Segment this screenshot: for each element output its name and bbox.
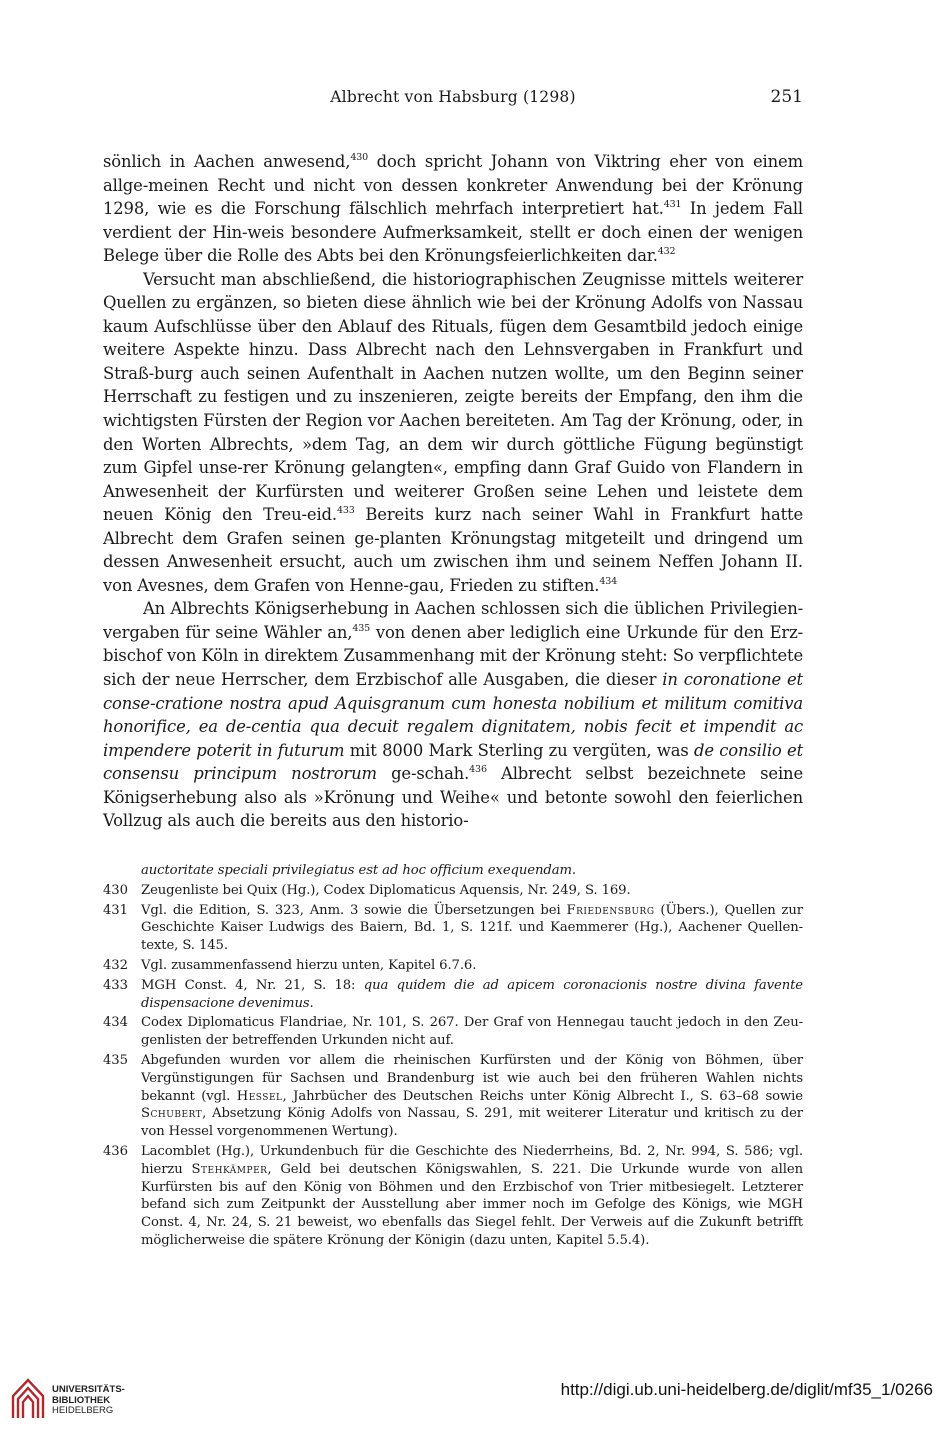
footnote-ref-433[interactable]: 433 xyxy=(336,505,355,517)
footnote-ref-436[interactable]: 436 xyxy=(469,764,487,776)
footnote-text: Codex Diplomaticus Flandriae, Nr. 101, S. 267. Der Graf von Hennegau taucht jedoch in den Zeu-genlisten der betreffenden Urkunden nicht auf. xyxy=(141,1015,803,1049)
text-span: Vgl. die Edition, S. 323, Anm. 3 sowie die Übersetzungen bei xyxy=(141,902,567,918)
paragraph-2 xyxy=(103,268,803,598)
text-span: Albrecht selbst bezeichnete seine Königserhebung also als »Krönung und Weihe« und betonte sowohl den feierlichen Vollzug als auch die bereits aus den historio- xyxy=(103,764,803,831)
logo-line: UNIVERSITÄTS- xyxy=(52,1384,125,1395)
latin-quote: in coronatione et conse-cratione nostra apud Aquisgranum cum honesta nobilium et militum comitiva honorifice, ea de-centia qua decuit regalem dignitatem, nobis fecit et impendit ac impendere poterit in futurum xyxy=(103,670,803,760)
latin-quote: de consilio et consensu principum nostrorum xyxy=(103,740,804,784)
footnote-text xyxy=(141,1143,803,1250)
text-span: , Geld bei deutschen Königswahlen, S. 221. Die Urkunde wurde von allen Kurfürsten bis auf den König von Böhmen und den Erzbischof von Trier mitbesiegelt. Letzterer befand sich zum Zeitpunkt der Ausstellung aber immer noch im Gefolge des Königs, wie MGH Const. 4, Nr. 24, S. 21 beweist, wo ebenfalls das Siegel fehlt. Der Verweis auf die Zukunft betrifft möglicherweise die spätere Krönung der Königin (dazu unten, Kapitel 5.5.4). xyxy=(141,1161,803,1248)
footnote-ref-431[interactable]: 431 xyxy=(663,199,682,211)
permalink-url[interactable]: http://digi.ub.uni-heidelberg.de/diglit/mf35_1/0266 xyxy=(560,1380,933,1399)
footnote-number: 433 xyxy=(103,977,128,993)
footnote-number: 434 xyxy=(103,1015,128,1031)
footnote-ref-430[interactable]: 430 xyxy=(350,152,368,163)
main-text xyxy=(103,150,803,833)
paragraph-3 xyxy=(103,597,803,832)
footnote-431 xyxy=(103,902,803,955)
footnote-text: Vgl. zusammenfassend hierzu unten, Kapitel 6.7.6. xyxy=(141,957,477,973)
footnote-number: 431 xyxy=(103,902,128,918)
footnote-436 xyxy=(103,1143,803,1250)
footnote-number: 430 xyxy=(103,882,128,898)
footnote-number: 436 xyxy=(103,1143,128,1159)
logo-line: BIBLIOTHEK xyxy=(52,1394,111,1406)
text-span: , Absetzung König Adolfs von Nassau, S. 291, mit weiterer Literatur und kritisch zu der von Hessel vorgenommenen Wertung). xyxy=(141,1106,803,1140)
footnote-433 xyxy=(103,977,803,1013)
text-span: sönlich in Aachen anwesend, xyxy=(103,152,351,171)
footnote-ref-432[interactable]: 432 xyxy=(657,246,676,258)
author-name: Hessel xyxy=(236,1088,283,1104)
page-header xyxy=(103,88,803,112)
footnote-ref-434[interactable]: 434 xyxy=(599,575,618,587)
footnote-430 xyxy=(103,882,803,900)
text-span: In jedem Fall verdient der Hin-weis besondere Aufmerksamkeit, stellt er doch einen der wenigen Belege über die Rolle des Abts bei den Krönungsfeierlichkeiten dar. xyxy=(103,199,804,266)
footnotes xyxy=(103,862,803,1252)
text-span: Bereits kurz nach seiner Wahl in Frankfurt hatte Albrecht dem Grafen seinen ge-planten Krönungstag mitgeteilt und dringend um dessen Anwesenheit ersucht, auch um zwischen ihm und seinem Neffen Johann II. von Avesnes, dem Grafen von Henne-gau, Frieden zu stiften. xyxy=(103,505,803,595)
running-title: Albrecht von Habsburg (1298) xyxy=(330,88,576,106)
footnote-text xyxy=(141,1052,803,1141)
footnote-432 xyxy=(103,957,803,975)
page-number: 251 xyxy=(770,87,803,107)
text-span: An Albrechts Königserhebung in Aachen schlossen sich die üblichen Privilegien-vergaben für seine Wähler an, xyxy=(103,599,803,642)
footnote-435 xyxy=(103,1052,803,1141)
logo-line: HEIDELBERG xyxy=(52,1405,114,1416)
text-span: mit 8000 Mark Sterling zu vergüten, was xyxy=(344,740,694,760)
footnote-continuation: auctoritate speciali privilegiatus est ad hoc officium exequendam. xyxy=(141,863,576,878)
footnote-text: Zeugenliste bei Quix (Hg.), Codex Diplomaticus Aquensis, Nr. 249, S. 169. xyxy=(141,882,631,898)
footnote-text xyxy=(141,977,803,1013)
text-span: Lacomblet (Hg.), Urkundenbuch für die Geschichte des Niederrheins, Bd. 2, Nr. 994, S. 586; vgl. hierzu xyxy=(141,1143,803,1177)
footnote-ref-435[interactable]: 435 xyxy=(352,622,371,634)
library-name xyxy=(52,1385,125,1417)
text-span: ge-schah. xyxy=(376,764,470,784)
author-name: Friedensburg xyxy=(566,902,655,918)
author-name: Stehkämper xyxy=(191,1161,268,1177)
author-name: Schubert xyxy=(141,1106,203,1122)
latin-quote: qua quidem die ad apicem coronacionis nostre divina favente dispensacione devenimus xyxy=(141,977,803,1011)
footnote-number: 435 xyxy=(103,1052,128,1068)
text-span: von denen aber lediglich eine Urkunde für den Erz-bischof von Köln in direktem Zusammenhang mit der Krönung steht: So verpflichtete sich der neue Herrscher, dem Erzbischof alle Ausgaben, die dieser xyxy=(103,622,803,690)
footnote-text xyxy=(141,902,803,955)
text-span: Versucht man abschließend, die historiographischen Zeugnisse mittels weiterer Quellen zu ergänzen, so bieten diese ähnlich wie bei der Krönung Adolfs von Nassau kaum Aufschlüsse über den Ablauf des Rituals, fügen dem Gesamtbild jedoch einige weitere Aspekte hinzu. Dass Albrecht nach den Lehnsvergaben in Frankfurt und Straß-burg auch seinen Aufenthalt in Aachen nutzen wollte, um den Beginn seiner Herrschaft zu festigen und zu inszenieren, zeigte bereits der Empfang, den ihm die wichtigsten Fürsten der Region vor Aachen bereiteten. Am Tag der Krönung, oder, in den Worten Albrechts, »dem Tag, an dem wir durch göttliche Fügung begünstigt zum Gipfel unse-rer Krönung gelangten«, empfing dann Graf Guido von Flandern in Anwesenheit der Kurfürsten und weiterer Großen seine Lehen und leistete dem neuen König den Treu-eid. xyxy=(103,269,803,525)
footnote-434 xyxy=(103,1014,803,1050)
text-span: (Übers.), Quellen zur Geschichte Kaiser Ludwigs des Baiern, Bd. 1, S. 121f. und Kaemmerer (Hg.), Aachener Quellen-texte, S. 145. xyxy=(141,902,804,954)
text-span: doch spricht Johann von Viktring eher von einem allge-meinen Recht und nicht von dessen konkreter Anwendung bei der Krönung 1298, wie es die Forschung fälschlich mehrfach interpretiert hat. xyxy=(103,152,803,219)
text-span: Abgefunden wurden vor allem die rheinischen Kurfürsten und der König von Böhmen, über Vergünstigungen für Sachsen und Brandenburg ist wie auch bei den früheren Wahlen nichts bekannt (vgl. xyxy=(141,1052,803,1104)
text-span: MGH Const. 4, Nr. 21, S. 18: xyxy=(141,977,364,993)
library-logo-icon xyxy=(10,1374,46,1420)
paragraph-1 xyxy=(103,150,803,268)
footnote-number: 432 xyxy=(103,957,128,973)
text-span: . xyxy=(309,995,314,1011)
library-logo[interactable] xyxy=(10,1374,170,1424)
text-span: , Jahrbücher des Deutschen Reichs unter König Albrecht I., S. 63–68 sowie xyxy=(282,1088,803,1104)
